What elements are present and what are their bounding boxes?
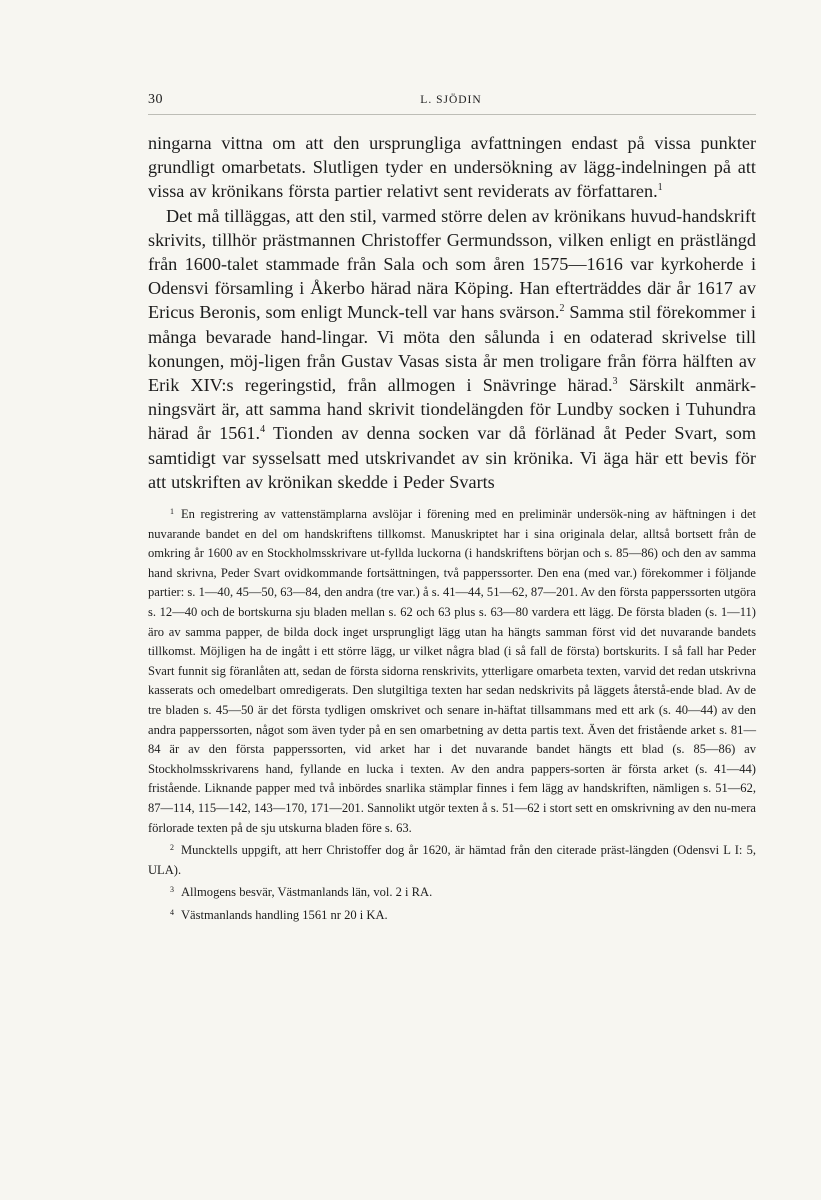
footnote-mark: 3 (170, 885, 174, 895)
footnote-2 (148, 838, 756, 880)
footnotes (148, 502, 756, 925)
paragraph-2-text-d: Tionden av denna socken var då förlänad åt Peder Svart, som samtidigt var sysselsatt med utskrivandet av sin krönika. Vi äga här ett bevis för att utskriften av krönikan skedde i Peder Svarts (148, 423, 756, 492)
footnote-text: En registrering av vattenstämplarna avslöjar i förening med en preliminär undersök-ning av häftningen i det nuvarande bandet en del om handskriftens tillkomst. Manuskriptet har i sina originala delar, alltså bortsett från de omkring år 1600 av en Stockholmsskrivare ut-fyllda luckorna (i handskriftens början och s. 85—86) och den av samma hand skrivna, Peder Svart ovidkommande fortsättningen, två papperssorter. Den ena (med var.) förekommer i följande partier: s. 1—40, 45—50, 63—84, den andra (tre var.) å s. 41—44, 51—62, 87—201. Av den första papperssorten utgöra s. 12—40 och de bortskurna sju bladen mellan s. 62 och 63 plus s. 63—80 vardera ett lägg. De första bladen (s. 1—11) äro av samma papper, de bilda dock inget ursprungligt lägg utan ha hängts samman först vid det nuvarande bandets tillkomst. Möjligen ha de ingått i ett större lägg, ur vilket några blad (i så fall de första) bortskurits. I så fall har Peder Svart funnit sig föranlåten att, sedan de första sidorna renskrivits, ytterligare omarbeta texten, varvid det redan utskrivna kasserats och omedelbart omredigerats. Den slutgiltiga texten har sedan nedskrivits på läggets återstå-ende blad. Av de tre bladen s. 45—50 är det första tydligen omskrivet och senare in-häftat tillsammans med ett ark (s. 40—44) av den andra papperssorten, något som även tyder på en sen omarbetning av detta partis text. Även det fristående arket s. 81—84 är av den första papperssorten, vid arket har i det nuvarande bandet hängts ett blad (s. 85—86) av Stockholmsskrivarens hand, fyllande en lucka i texten. Av den andra pappers-sorten är första arket (s. 41—44) fristående. Liknande papper med två inbördes snarlika stämplar finnes i fem lägg av handskriften, nämligen s. 51—62, 87—114, 115—142, 143—170, 171—201. Sannolikt utgör texten å s. 51—62 i stort sett en omskrivning av den nu-mera förlorade texten på de sju utskurna bladen före s. 63. (148, 507, 756, 835)
footnote-ref-3: 3 (612, 376, 618, 388)
footnote-4 (148, 903, 756, 926)
body-text (148, 131, 756, 494)
footnote-text: Allmogens besvär, Västmanlands län, vol. 2 i RA. (181, 885, 433, 900)
paragraph-1 (148, 131, 756, 204)
paragraph-2-text-c: Särskilt anmärk-ningsvärt är, att samma hand skrivit tiondelängden för Lundby socken i Tuhundra härad år 1561. (148, 375, 757, 444)
footnote-mark: 4 (170, 907, 174, 917)
footnote-mark: 1 (170, 507, 174, 517)
running-title: L. SJÖDIN (420, 94, 482, 106)
footnote-text: Västmanlands handling 1561 nr 20 i KA. (181, 907, 388, 922)
paragraph-2 (148, 204, 756, 494)
footnote-ref-2: 2 (559, 303, 565, 315)
footnote-ref-4: 4 (260, 424, 266, 436)
footnote-ref-1: 1 (657, 182, 663, 194)
paragraph-1-text: ningarna vittna om att den ursprungliga avfattningen endast på vissa punkter grundligt omarbetats. Slutligen tyder en undersökning av lägg-indelningen på att vissa av krönikans första partier relativt sent reviderats av författaren. (148, 133, 756, 202)
footnote-1 (148, 502, 756, 838)
footnote-mark: 2 (170, 843, 174, 853)
paragraph-2-text-b: Samma stil förekommer i många bevarade hand-lingar. Vi möta den sålunda i en odaterad skrivelse till konungen, möj-ligen från Gustav Vasas sista år men troligare från förra hälften av Erik XIV:s regeringstid, från allmogen i Snävringe härad. (148, 302, 756, 396)
book-page (148, 92, 756, 926)
page-number: 30 (148, 92, 163, 107)
paragraph-2-text-a: Det må tilläggas, att den stil, varmed större delen av krönikans huvud-handskrift skrivits, tillhör prästmannen Christoffer Germundsson, vilken enligt en prästlängd från 1600-talet stammade från Sala och som åren 1575—1616 var kyrkoherde i Odensvi församling i Åkerbo härad nära Köping. Han efterträddes där år 1617 av Ericus Beronis, som enligt Munck-tell var hans svärson. (148, 205, 756, 323)
footnote-3 (148, 880, 756, 903)
page-header (148, 92, 756, 115)
footnote-text: Muncktells uppgift, att herr Christoffer dog år 1620, är hämtad från den citerade präst-längden (Odensvi L I: 5, ULA). (148, 843, 756, 877)
